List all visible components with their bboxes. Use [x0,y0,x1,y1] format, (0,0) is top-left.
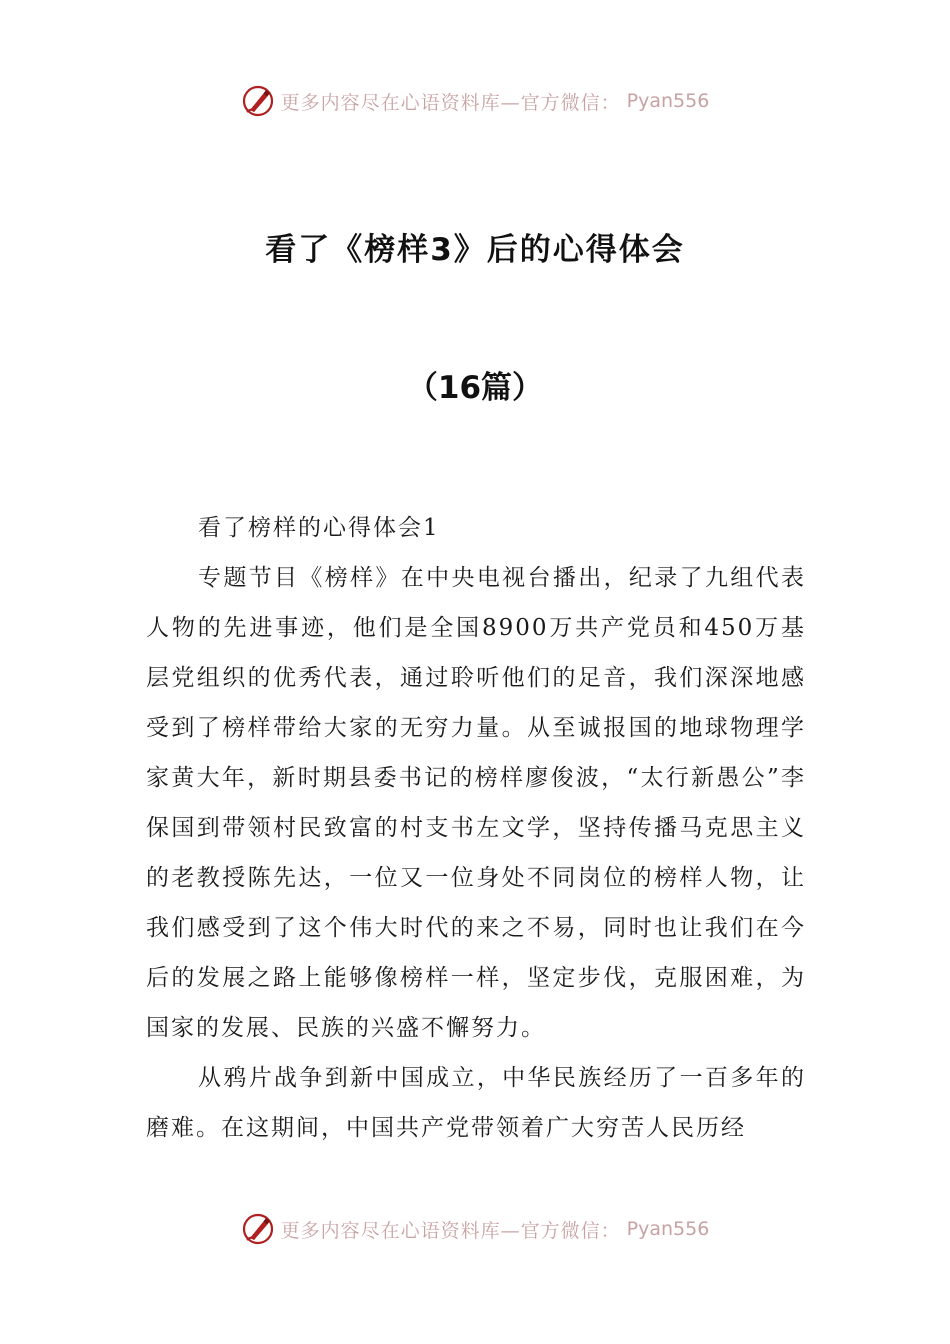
wechat-id: Pyan556 [626,90,710,112]
body-paragraph: 专题节目《榜样》在中央电视台播出，纪录了九组代表人物的先进事迹，他们是全国8900万共产党员和450万基层党组织的优秀代表，通过聆听他们的足音，我们深深地感受到了榜样带给大家的无穷力量。从至诚报国的地球物理学家黄大年，新时期县委书记的榜样廖俊波，“太行新愚公”李保国到带领村民致富的村支书左文学，坚持传播马克思主义的老教授陈先达，一位又一位身处不同岗位的榜样人物，让我们感受到了这个伟大时代的来之不易，同时也让我们在今后的发展之路上能够像榜样一样，坚定步伐，克服困难，为国家的发展、民族的兴盛不懈努力。 [146,565,806,1041]
page-title: 看了《榜样3》后的心得体会 [265,232,685,268]
header-banner [0,84,950,118]
banner-text: 更多内容尽在心语资料库—官方微信： [280,91,621,114]
pen-nib-icon [241,1212,275,1246]
body-paragraph: 从鸦片战争到新中国成立，中华民族经历了一百多年的磨难。在这期间，中国共产党带领着广大穷苦人民历经 [146,1065,806,1141]
pen-nib-icon [241,84,275,118]
page-subtitle: （16篇） [406,370,544,406]
document-body [146,503,806,1153]
banner-text: 更多内容尽在心语资料库—官方微信： [280,1219,621,1242]
wechat-id: Pyan556 [626,1218,710,1240]
footer-banner [0,1212,950,1246]
section-heading: 看了榜样的心得体会1 [198,515,440,541]
